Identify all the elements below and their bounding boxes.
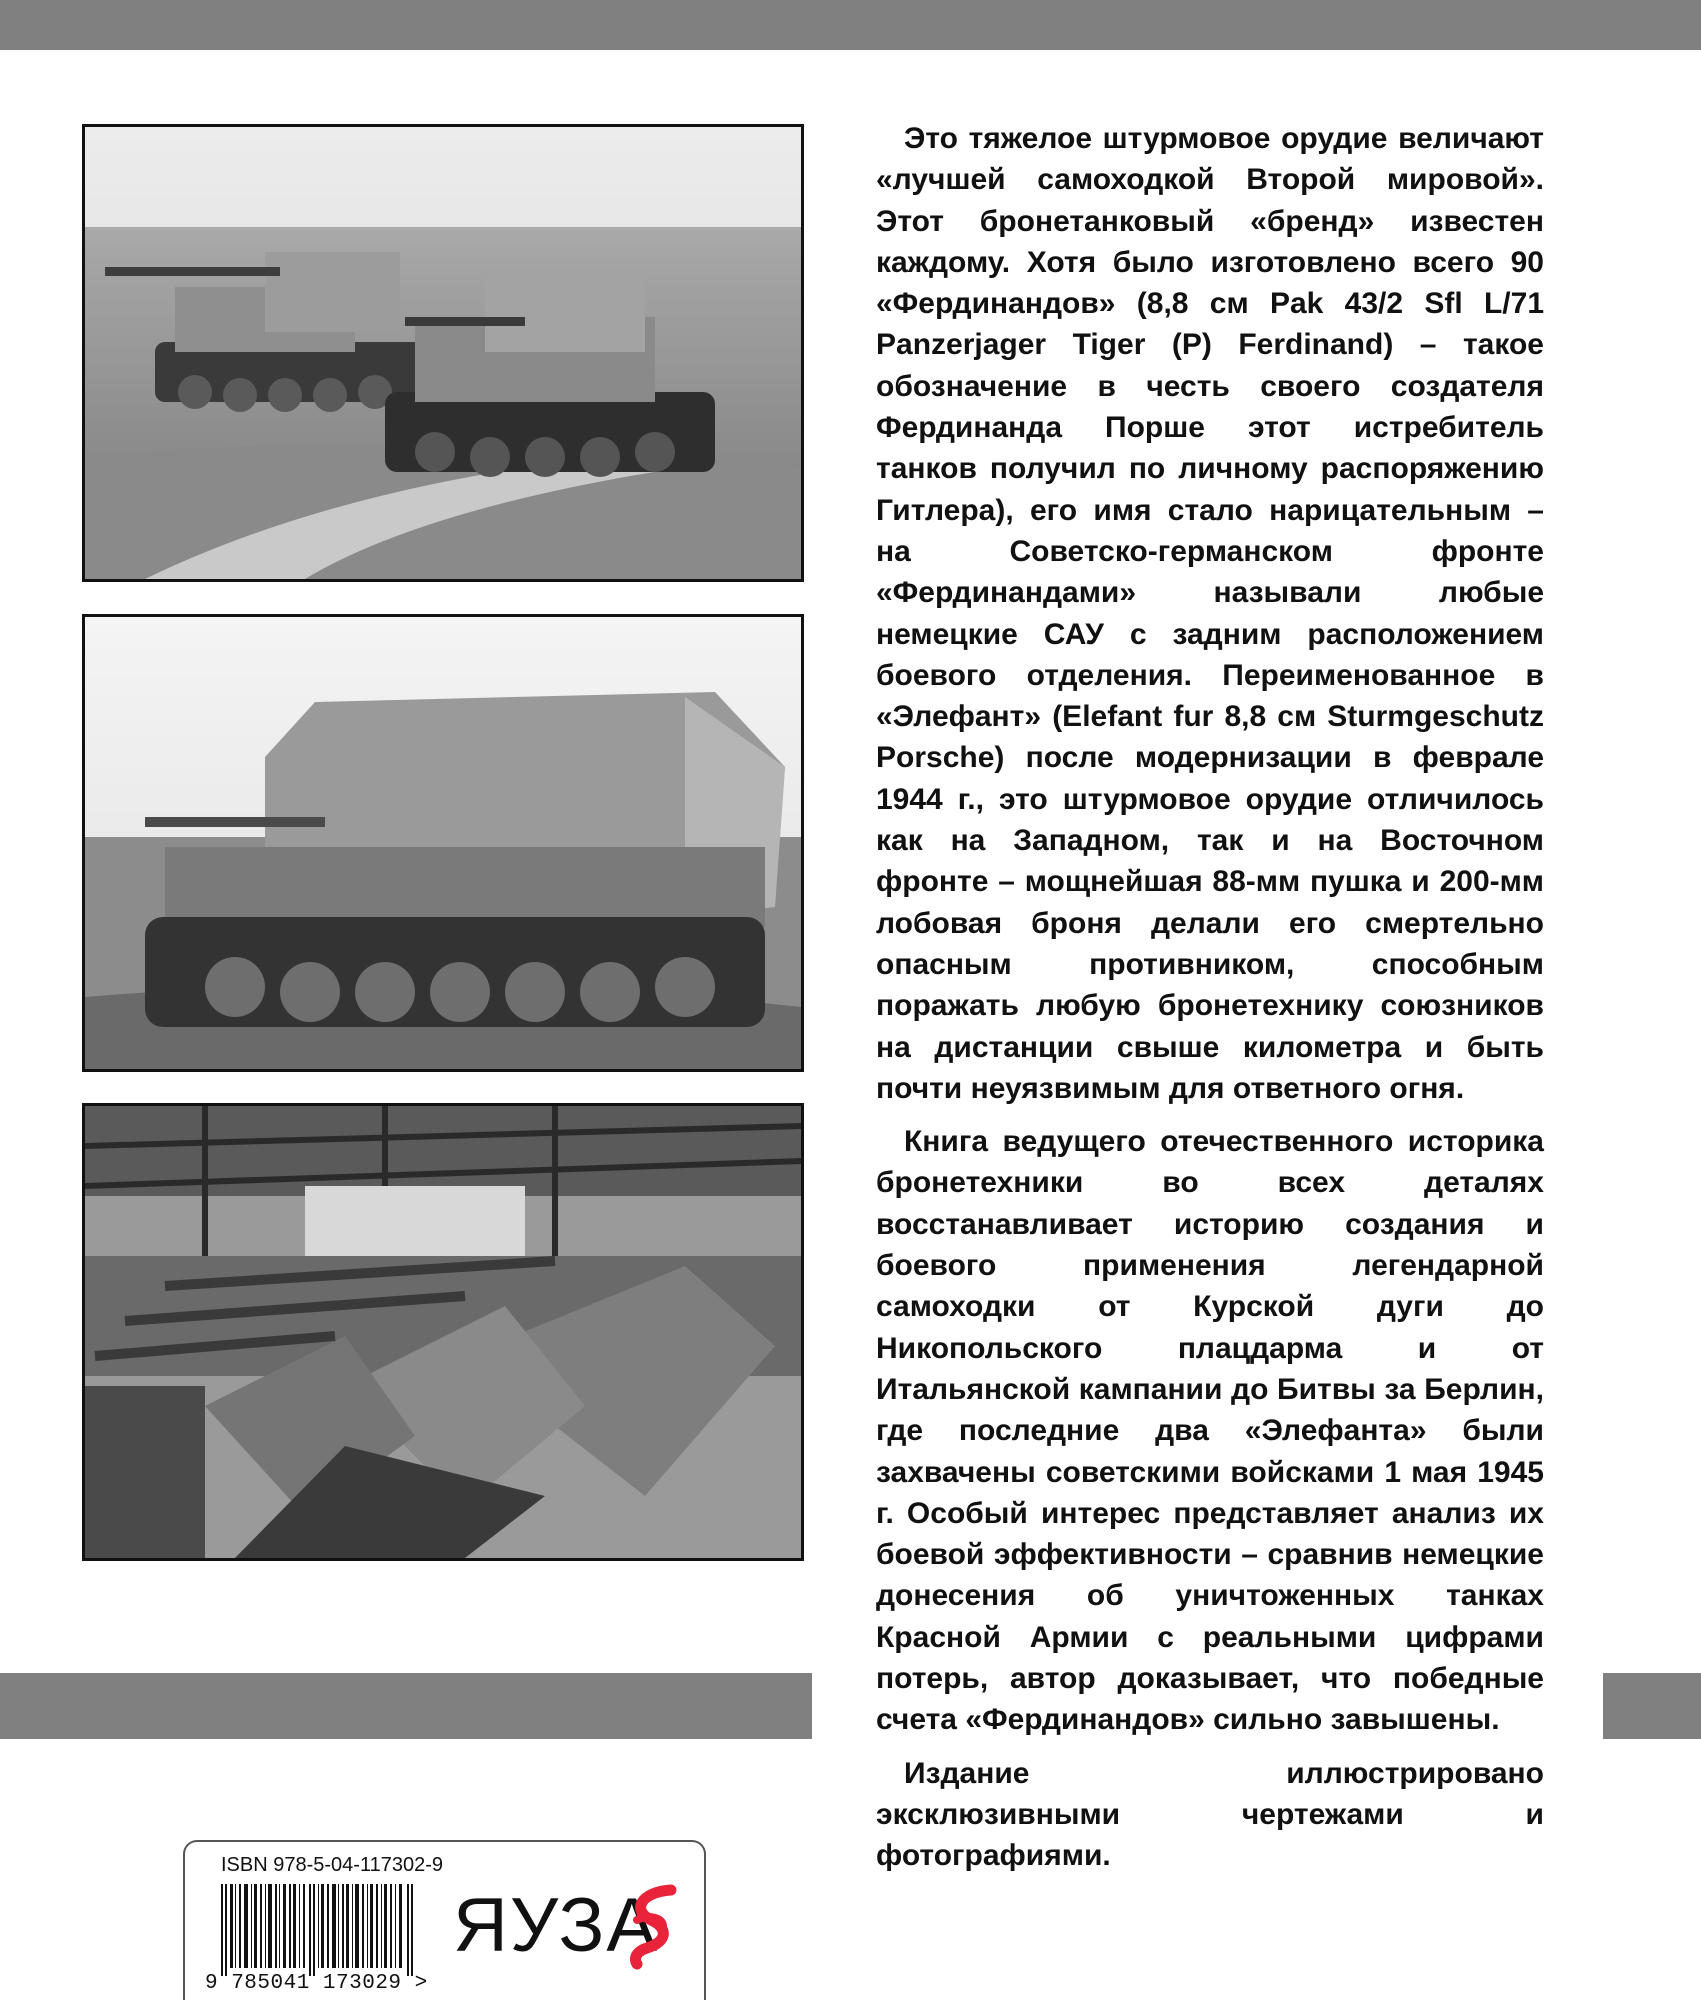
- barcode-digits: 9 785041 173029 >: [205, 1972, 428, 1995]
- book-description: [876, 118, 1544, 1888]
- yauza-swirl-icon: [623, 1880, 685, 1970]
- photo-tanks-on-road: [82, 124, 804, 582]
- photo-factory-assembly-line: [82, 1103, 804, 1561]
- description-paragraph: Издание иллюстрировано эксклюзивными чертежами и фотографиями.: [876, 1756, 1544, 1873]
- barcode-icon: [221, 1884, 417, 1976]
- isbn-barcode-panel: [183, 1840, 706, 2000]
- top-gray-band: [0, 0, 1701, 50]
- middle-gray-band-right: [1603, 1673, 1701, 1739]
- publisher-logo-text: ЯУЗА: [453, 1883, 660, 1968]
- description-paragraph: Это тяжелое штурмовое орудие величают «лучшей самоходкой Второй мировой». Этот бронетанковый «бренд» известен каждому. Хотя было изготовлено всего 90 «Фердинандов» (8,8 см Pak 43/2 Sfl L/71 Panzerjager Tiger (P) Ferdinand) – такое обозначение в честь своего создателя Фердинанда Порше этот истребитель танков получил по личному распоряжению Гитлера), его имя стало нарицательным – на Советско-германском фронте «Фердинандами» называли любые немецкие САУ с задним расположением боевого отделения. Переименованное в «Элефант» (Elefant fur 8,8 cм Sturmgeschutz Porsche) после модернизации в феврале 1944 г., это штурмовое орудие отличилось как на Западном, так и на Восточном фронте – мощнейшая 88-мм пушка и 200-мм лобовая броня делали его смертельно опасным противником, способным поражать любую бронетехнику союзников на дистанции свыше километра и быть почти неуязвимым для ответного огня.: [876, 122, 1544, 1105]
- description-paragraph: Книга ведущего отечественного историка бронетехники во всех деталях восстанавливает историю создания и боевого применения легендарной самоходки от Курской дуги до Никопольского плацдарма и от Итальянской кампании до Битвы за Берлин, где последние два «Элефанта» были захвачены советскими войсками 1 мая 1945 г. Особый интерес представляет анализ их боевой эффективности – сравнив немецкие донесения об уничтоженных танках Красной Армии с реальными цифрами потерь, автор доказывает, что победные счета «Фердинандов» сильно завышены.: [876, 1125, 1544, 1737]
- isbn-number: ISBN 978-5-04-117302-9: [221, 1854, 443, 1876]
- photo-tank-side-view: [82, 614, 804, 1072]
- middle-gray-band-left: [0, 1673, 812, 1739]
